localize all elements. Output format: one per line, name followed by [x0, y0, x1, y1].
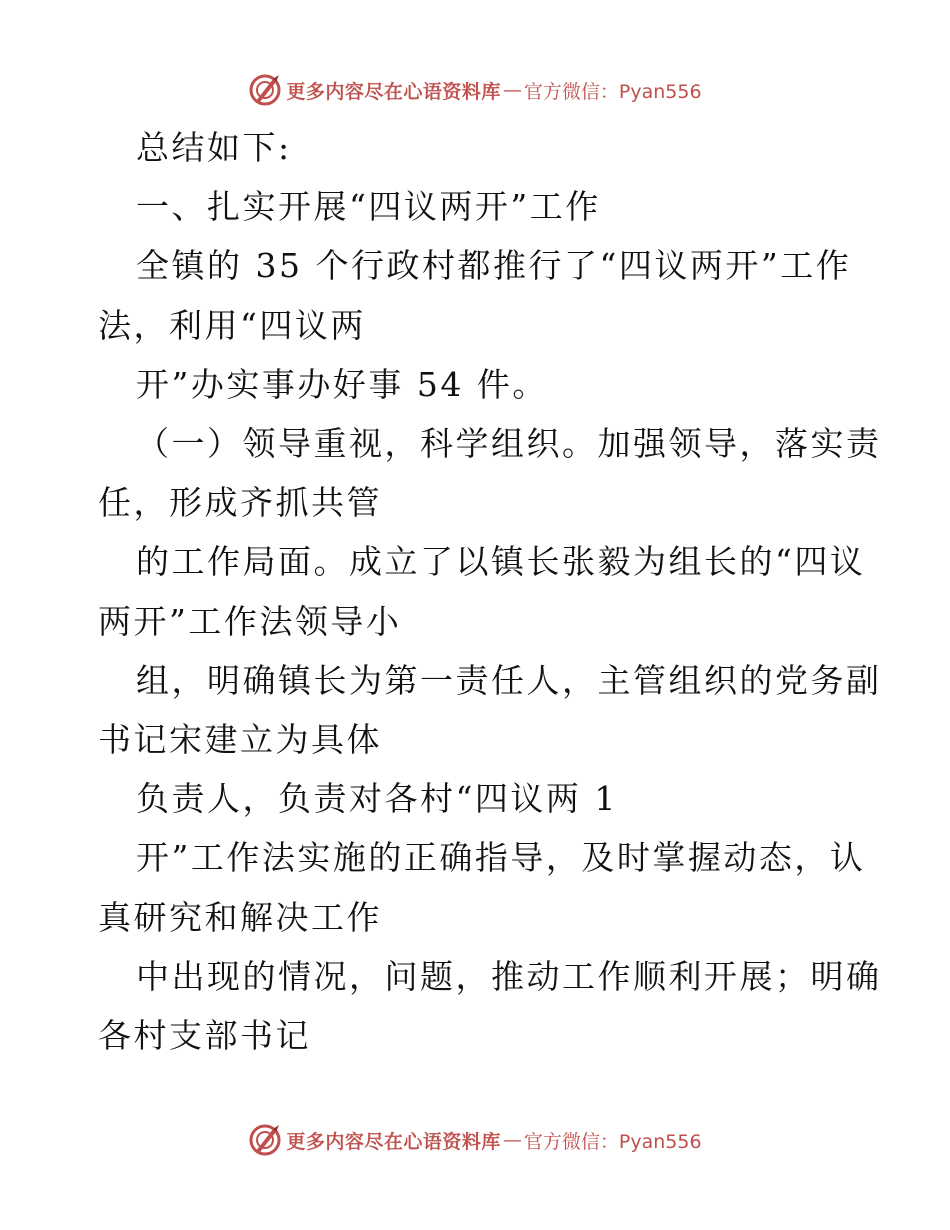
footer-banner	[0, 1120, 950, 1160]
header-banner	[0, 70, 950, 110]
text-line: （一）领导重视，科学组织。加强领导，落实责	[136, 424, 882, 464]
text-line: 开”工作法实施的正确指导，及时掌握动态，认	[136, 838, 866, 878]
text-line: 负责人，负责对各村“四议两 1	[136, 779, 618, 819]
banner-slogan: 更多内容尽在心语资料库	[286, 1130, 501, 1153]
quill-logo-icon	[248, 73, 282, 107]
text-line: 法，利用“四议两	[98, 305, 366, 345]
text-line: 总结如下:	[136, 128, 292, 167]
text-line: 真研究和解决工作	[98, 897, 382, 937]
text-line: 两开”工作法领导小	[98, 601, 402, 641]
banner-slogan: 更多内容尽在心语资料库	[286, 80, 501, 103]
quill-logo-icon	[248, 1123, 282, 1157]
text-line: 中出现的情况，问题，推动工作顺利开展；明确	[136, 956, 882, 996]
banner-dash: —	[502, 79, 522, 101]
text-line: 组，明确镇长为第一责任人，主管组织的党务副	[136, 660, 882, 700]
banner-wechat: 官方微信：Pyan556	[523, 80, 702, 103]
banner-dash: —	[502, 1129, 522, 1151]
text-line: 开”办实事办好事 54 件。	[136, 364, 548, 404]
text-line: 任，形成齐抓共管	[98, 483, 382, 523]
text-line: 各村支部书记	[98, 1016, 311, 1056]
text-line: 书记宋建立为具体	[98, 720, 382, 760]
banner-wechat: 官方微信：Pyan556	[523, 1130, 702, 1153]
document-body	[98, 118, 882, 1065]
text-line: 的工作局面。成立了以镇长张毅为组长的“四议	[136, 542, 866, 582]
section-heading: 一、扎实开展“四议两开”工作	[136, 187, 601, 227]
text-line: 全镇的 35 个行政村都推行了“四议两开”工作	[136, 246, 852, 286]
